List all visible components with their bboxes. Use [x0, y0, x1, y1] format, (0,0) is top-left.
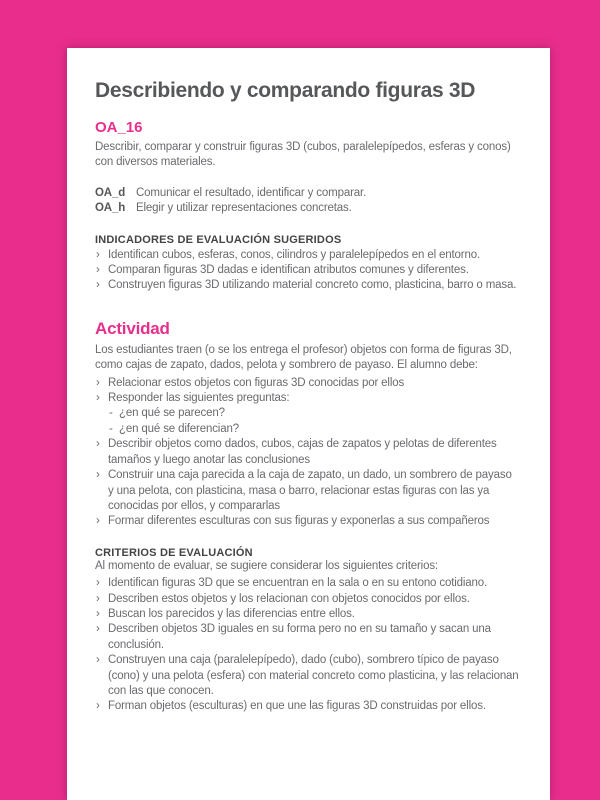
- oa-objective-code: OA_d: [95, 186, 126, 199]
- chevron-bullet-icon: ›: [96, 607, 100, 620]
- list-item-text: Describir objetos como dados, cubos, cajas de zapatos y pelotas de diferentes tamaños y luego anotar las conclusiones: [108, 438, 497, 466]
- chevron-bullet-icon: ›: [96, 592, 100, 605]
- indicadores-heading: INDICADORES DE EVALUACIÓN SUGERIDOS: [95, 233, 342, 246]
- list-item: [95, 514, 520, 529]
- oa-objective-text: Comunicar el resultado, identificar y comparar.: [136, 186, 367, 199]
- criterios-list: [95, 576, 520, 715]
- chevron-bullet-icon: ›: [96, 264, 100, 277]
- list-item-text: Forman objetos (esculturas) en que une las figuras 3D construidas por ellos.: [108, 700, 486, 713]
- oa-objective-text: Elegir y utilizar representaciones concretas.: [136, 202, 352, 215]
- list-item: [95, 468, 520, 514]
- criterios-intro: Al momento de evaluar, se sugiere considerar los siguientes criterios:: [95, 559, 438, 572]
- actividad-list: [95, 376, 520, 530]
- list-item: [95, 437, 520, 468]
- list-item-text: Describen estos objetos y los relacionan con objetos conocidos por ellos.: [108, 592, 470, 605]
- list-item: [95, 699, 520, 714]
- list-item: [95, 391, 520, 437]
- document-page: [67, 48, 550, 800]
- sub-list-item: [108, 406, 520, 421]
- oa-objective-row: [95, 186, 520, 201]
- list-item-text: Comparan figuras 3D dadas e identifican atributos comunes y diferentes.: [108, 264, 469, 277]
- oa-objective-row: [95, 201, 520, 216]
- list-item: [95, 278, 520, 293]
- indicadores-list: [95, 248, 520, 294]
- chevron-bullet-icon: ›: [96, 469, 100, 482]
- list-item: [95, 248, 520, 263]
- list-item-text: Describen objetos 3D iguales en su forma pero no en su tamaño y sacan una conclusión.: [108, 623, 491, 651]
- list-item: [95, 376, 520, 391]
- page-title: Describiendo y comparando figuras 3D: [95, 79, 476, 102]
- oa-description: Describir, comparar y construir figuras 3D (cubos, paralelepípedos, esferas y conos) con diversos materiales.: [95, 141, 511, 169]
- list-item-text: Construir una caja parecida a la caja de zapato, un dado, un sombrero de payaso y una pelota, con plasticina, masa o barro, relacionar estas figuras con las ya conocidas por ellos, y compararlas: [108, 469, 512, 512]
- list-item-text: Formar diferentes esculturas con sus figuras y exponerlas a sus compañeros: [108, 515, 490, 528]
- sub-list-item-text: ¿en qué se diferencian?: [119, 422, 239, 435]
- chevron-bullet-icon: ›: [96, 700, 100, 713]
- actividad-intro: Los estudiantes traen (o se los entrega el profesor) objetos con forma de figuras 3D, como cajas de zapato, dados, pelota y sombrero de payaso. El alumno debe:: [95, 343, 512, 372]
- oa-code-heading: OA_16: [95, 119, 143, 136]
- list-item: [95, 653, 520, 699]
- list-item-text: Relacionar estos objetos con figuras 3D conocidas por ellos: [108, 376, 405, 389]
- actividad-heading: Actividad: [95, 318, 170, 338]
- list-item-text: Construyen figuras 3D utilizando material concreto como, plasticina, barro o masa.: [108, 279, 517, 292]
- list-item-text: Construyen una caja (paralelepípedo), dado (cubo), sombrero típico de payaso (cono) y una pelota (esfera) con material concreto como plasticina, y las relacionan con las que conocen.: [108, 654, 519, 697]
- list-item: [95, 263, 520, 278]
- oa-objective-code: OA_h: [95, 202, 126, 215]
- actividad-questions-list: [108, 406, 520, 437]
- chevron-bullet-icon: ›: [96, 392, 100, 405]
- list-item-text: Responder las siguientes preguntas:: [108, 392, 290, 405]
- list-item-text: Identifican figuras 3D que se encuentran en la sala o en su entono cotidiano.: [108, 577, 488, 590]
- chevron-bullet-icon: ›: [96, 515, 100, 528]
- dash-bullet-icon: -: [109, 422, 113, 435]
- chevron-bullet-icon: ›: [96, 623, 100, 636]
- criterios-heading: CRITERIOS DE EVALUACIÓN: [95, 546, 253, 559]
- sub-list-item-text: ¿en qué se parecen?: [119, 407, 225, 420]
- chevron-bullet-icon: ›: [96, 248, 100, 261]
- list-item-text: Buscan los parecidos y las diferencias entre ellos.: [108, 607, 355, 620]
- list-item: [95, 576, 520, 591]
- list-item: [95, 622, 520, 653]
- dash-bullet-icon: -: [109, 407, 113, 420]
- chevron-bullet-icon: ›: [96, 376, 100, 389]
- chevron-bullet-icon: ›: [96, 438, 100, 451]
- oa-objectives-list: [95, 186, 520, 217]
- list-item-text: Identifican cubos, esferas, conos, cilindros y paralelepípedos en el entorno.: [108, 248, 481, 261]
- chevron-bullet-icon: ›: [96, 577, 100, 590]
- list-item: [95, 592, 520, 607]
- chevron-bullet-icon: ›: [96, 654, 100, 667]
- list-item: [95, 607, 520, 622]
- sub-list-item: [108, 422, 520, 437]
- chevron-bullet-icon: ›: [96, 279, 100, 292]
